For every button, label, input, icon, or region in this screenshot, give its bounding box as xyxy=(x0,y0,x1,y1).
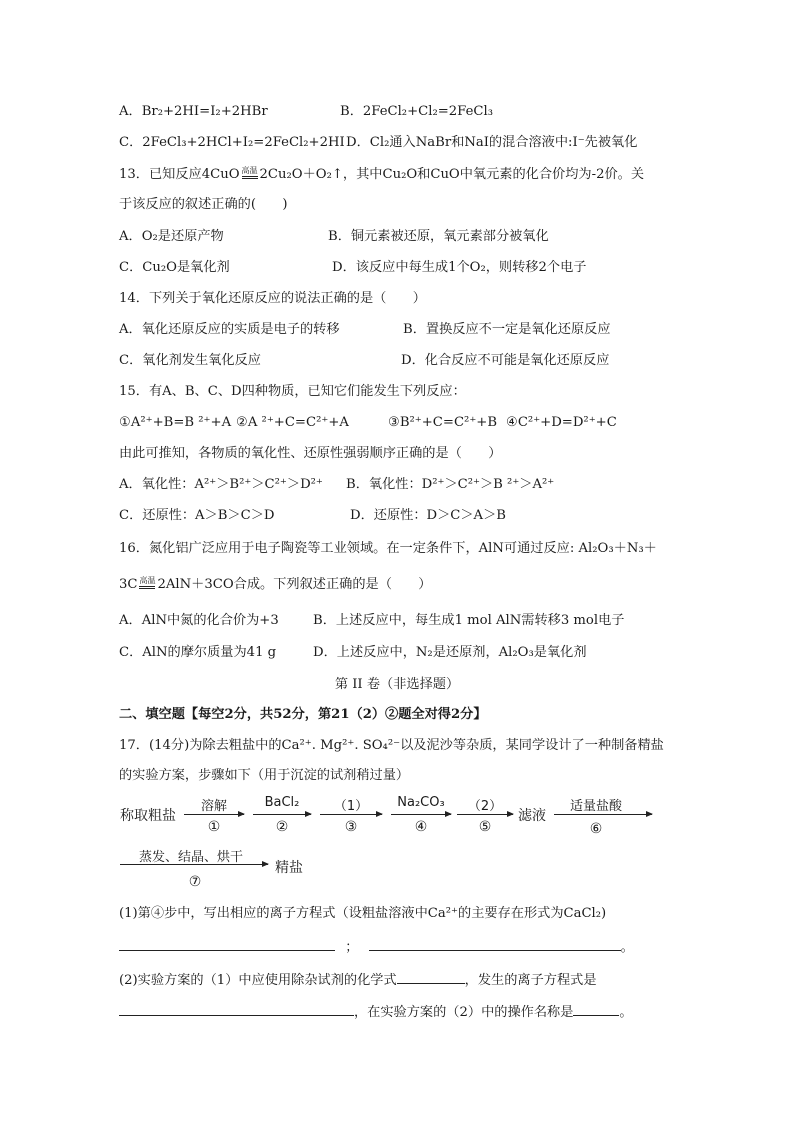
q17-part2-blank-reagent[interactable] xyxy=(397,969,465,984)
q13-option-b: B．铜元素被还原，氧元素部分被氧化 xyxy=(328,229,549,244)
q17-part2-prompt-b: ，发生的离子方程式是 xyxy=(464,973,597,988)
flow-step-5-num: ⑤ xyxy=(478,819,492,835)
flow-step-1-label: 溶解 xyxy=(200,799,227,814)
q13-option-a: A．O₂是还原产物 xyxy=(119,229,224,244)
section-2-title: 第 II 卷（非选择题） xyxy=(334,677,460,692)
flow-step-2-num: ② xyxy=(275,819,289,835)
q17-part2-line2 xyxy=(119,1001,633,1022)
flow-step-2-label: BaCl₂ xyxy=(264,795,300,810)
q13-stem-b: 2Cu₂O＋O₂↑，其中Cu₂O和CuO中氧元素的化合价均为-2价。关 xyxy=(259,167,645,182)
q14-option-b: B．置换反应不一定是氧化还原反应 xyxy=(403,322,611,337)
q15-reaction-3: ③B²⁺+C=C²⁺+B xyxy=(388,415,498,430)
q17-intro-line2: 的实验方案，步骤如下（用于沉淀的试剂稍过量） xyxy=(119,768,410,783)
flow-arrow-2 xyxy=(253,814,311,815)
flow-start: 称取粗盐 xyxy=(120,808,176,824)
q14-option-c: C．氧化剂发生氧化反应 xyxy=(119,353,261,368)
q17-intro-line1: 17．(14分)为除去粗盐中的Ca²⁺. Mg²⁺. SO₄²⁻以及泥沙等杂质，某同学设计了一种制备精盐 xyxy=(119,738,664,753)
q16-stem-b: 2AlN＋3CO合成。下列叙述正确的是（ ） xyxy=(157,577,432,592)
q17-part2-prompt-c: ，在实验方案的（2）中的操作名称是 xyxy=(354,1005,574,1020)
flow-step-7-label: 蒸发、结晶、烘干 xyxy=(138,850,243,865)
flow-step-3-label: （1） xyxy=(333,799,369,814)
flow-step-3-num: ③ xyxy=(344,819,358,835)
q15-reaction-4: ④C²⁺+D=D²⁺+C xyxy=(506,415,617,430)
q17-part2-prompt-a: (2)实验方案的（1）中应使用除杂试剂的化学式 xyxy=(119,973,397,988)
flow-arrow-6 xyxy=(554,814,652,815)
q15-option-d: D．还原性：D＞C＞A＞B xyxy=(350,508,506,523)
q16-stem-a: 3C xyxy=(119,577,138,592)
q16-option-a: A．AlN中氮的化合价为+3 xyxy=(119,613,279,628)
q15-reaction-1: ①A²⁺+B=B ²⁺+A xyxy=(119,415,232,430)
q17-part2-line1 xyxy=(119,969,597,990)
q17-part1-prompt: (1)第④步中，写出相应的离子方程式（设粗盐溶液中Ca²⁺的主要存在形式为CaCl₂) xyxy=(119,906,607,921)
q13-stem-a: 13．已知反应4CuO xyxy=(119,167,240,182)
flow-step-7-num: ⑦ xyxy=(188,874,202,890)
q16-option-d: D．上述反应中，N₂是还原剂，Al₂O₃是氧化剂 xyxy=(313,645,587,660)
q13-option-d: D．该反应中每生成1个O₂，则转移2个电子 xyxy=(332,260,587,275)
q17-part1-sep: ； xyxy=(345,940,359,955)
q16-option-b: B．上述反应中，每生成1 mol AlN需转移3 mol电子 xyxy=(313,613,625,628)
q12-option-c: C．2FeCl₃+2HCl+I₂=2FeCl₂+2HI xyxy=(119,135,345,150)
q15-stem: 15．有A、B、C、D四种物质，已知它们能发生下列反应： xyxy=(119,384,466,399)
q13-stem-line2: 于该反应的叙述正确的( ) xyxy=(119,197,288,212)
flow-step-1-num: ① xyxy=(207,819,221,835)
q16-option-c: C．AlN的摩尔质量为41 g xyxy=(119,645,277,660)
flow-end: 精盐 xyxy=(275,860,303,876)
q14-stem: 14．下列关于氧化还原反应的说法正确的是（ ） xyxy=(119,291,426,306)
q14-option-a: A．氧化还原反应的实质是电子的转移 xyxy=(119,322,340,337)
flow-filtrate: 滤液 xyxy=(518,808,546,824)
q16-condition: 高温 xyxy=(137,576,157,589)
q17-part1-answers xyxy=(119,936,634,957)
q15-option-a: A．氧化性：A²⁺＞B²⁺＞C²⁺＞D²⁺ xyxy=(119,477,323,492)
q15-reaction-2: ②A ²⁺+C=C²⁺+A xyxy=(236,415,349,430)
q14-option-d: D．化合反应不可能是氧化还原反应 xyxy=(401,353,610,368)
flow-step-6-num: ⑥ xyxy=(589,821,603,837)
q12-option-b: B．2FeCl₂+Cl₂=2FeCl₃ xyxy=(340,104,494,119)
q17-part2-blank-equation[interactable] xyxy=(119,1001,354,1016)
flow-arrow-3 xyxy=(320,814,382,815)
flow-step-6-label: 适量盐酸 xyxy=(569,799,622,814)
q15-option-c: C．还原性：A＞B＞C＞D xyxy=(119,508,275,523)
q12-option-d: D．Cl₂通入NaBr和NaI的混合溶液中:I⁻先被氧化 xyxy=(346,135,638,150)
flow-arrow-1 xyxy=(184,814,244,815)
q17-part2-blank-operation[interactable] xyxy=(573,1001,619,1016)
q13-option-c: C．Cu₂O是氧化剂 xyxy=(119,260,230,275)
q17-part1-blank-2[interactable] xyxy=(369,936,621,951)
q17-part1-blank-1[interactable] xyxy=(119,936,335,951)
flow-arrow-4 xyxy=(391,814,451,815)
q13-condition: 高温 xyxy=(240,166,260,179)
q15-infer: 由此可推知，各物质的氧化性、还原性强弱顺序正确的是（ ） xyxy=(119,446,502,461)
q17-part1-end: 。 xyxy=(620,940,634,955)
flow-step-4-num: ④ xyxy=(414,819,428,835)
flow-arrow-5 xyxy=(457,814,513,815)
flow-step-5-label: （2） xyxy=(467,799,503,814)
flow-step-4-label: Na₂CO₃ xyxy=(397,795,445,810)
q17-part2-end: 。 xyxy=(619,1005,633,1020)
q16-stem-line1: 16．氮化铝广泛应用于电子陶瓷等工业领域。在一定条件下，AlN可通过反应: Al₂O₃＋N₃＋ xyxy=(119,541,657,556)
q15-option-b: B．氧化性：D²⁺＞C²⁺＞B ²⁺＞A²⁺ xyxy=(346,477,555,492)
q12-option-a: A．Br₂+2HI=I₂+2HBr xyxy=(119,104,268,119)
fill-in-heading: 二、填空题【每空2分，共52分，第21（2）②题全对得2分】 xyxy=(119,707,487,722)
